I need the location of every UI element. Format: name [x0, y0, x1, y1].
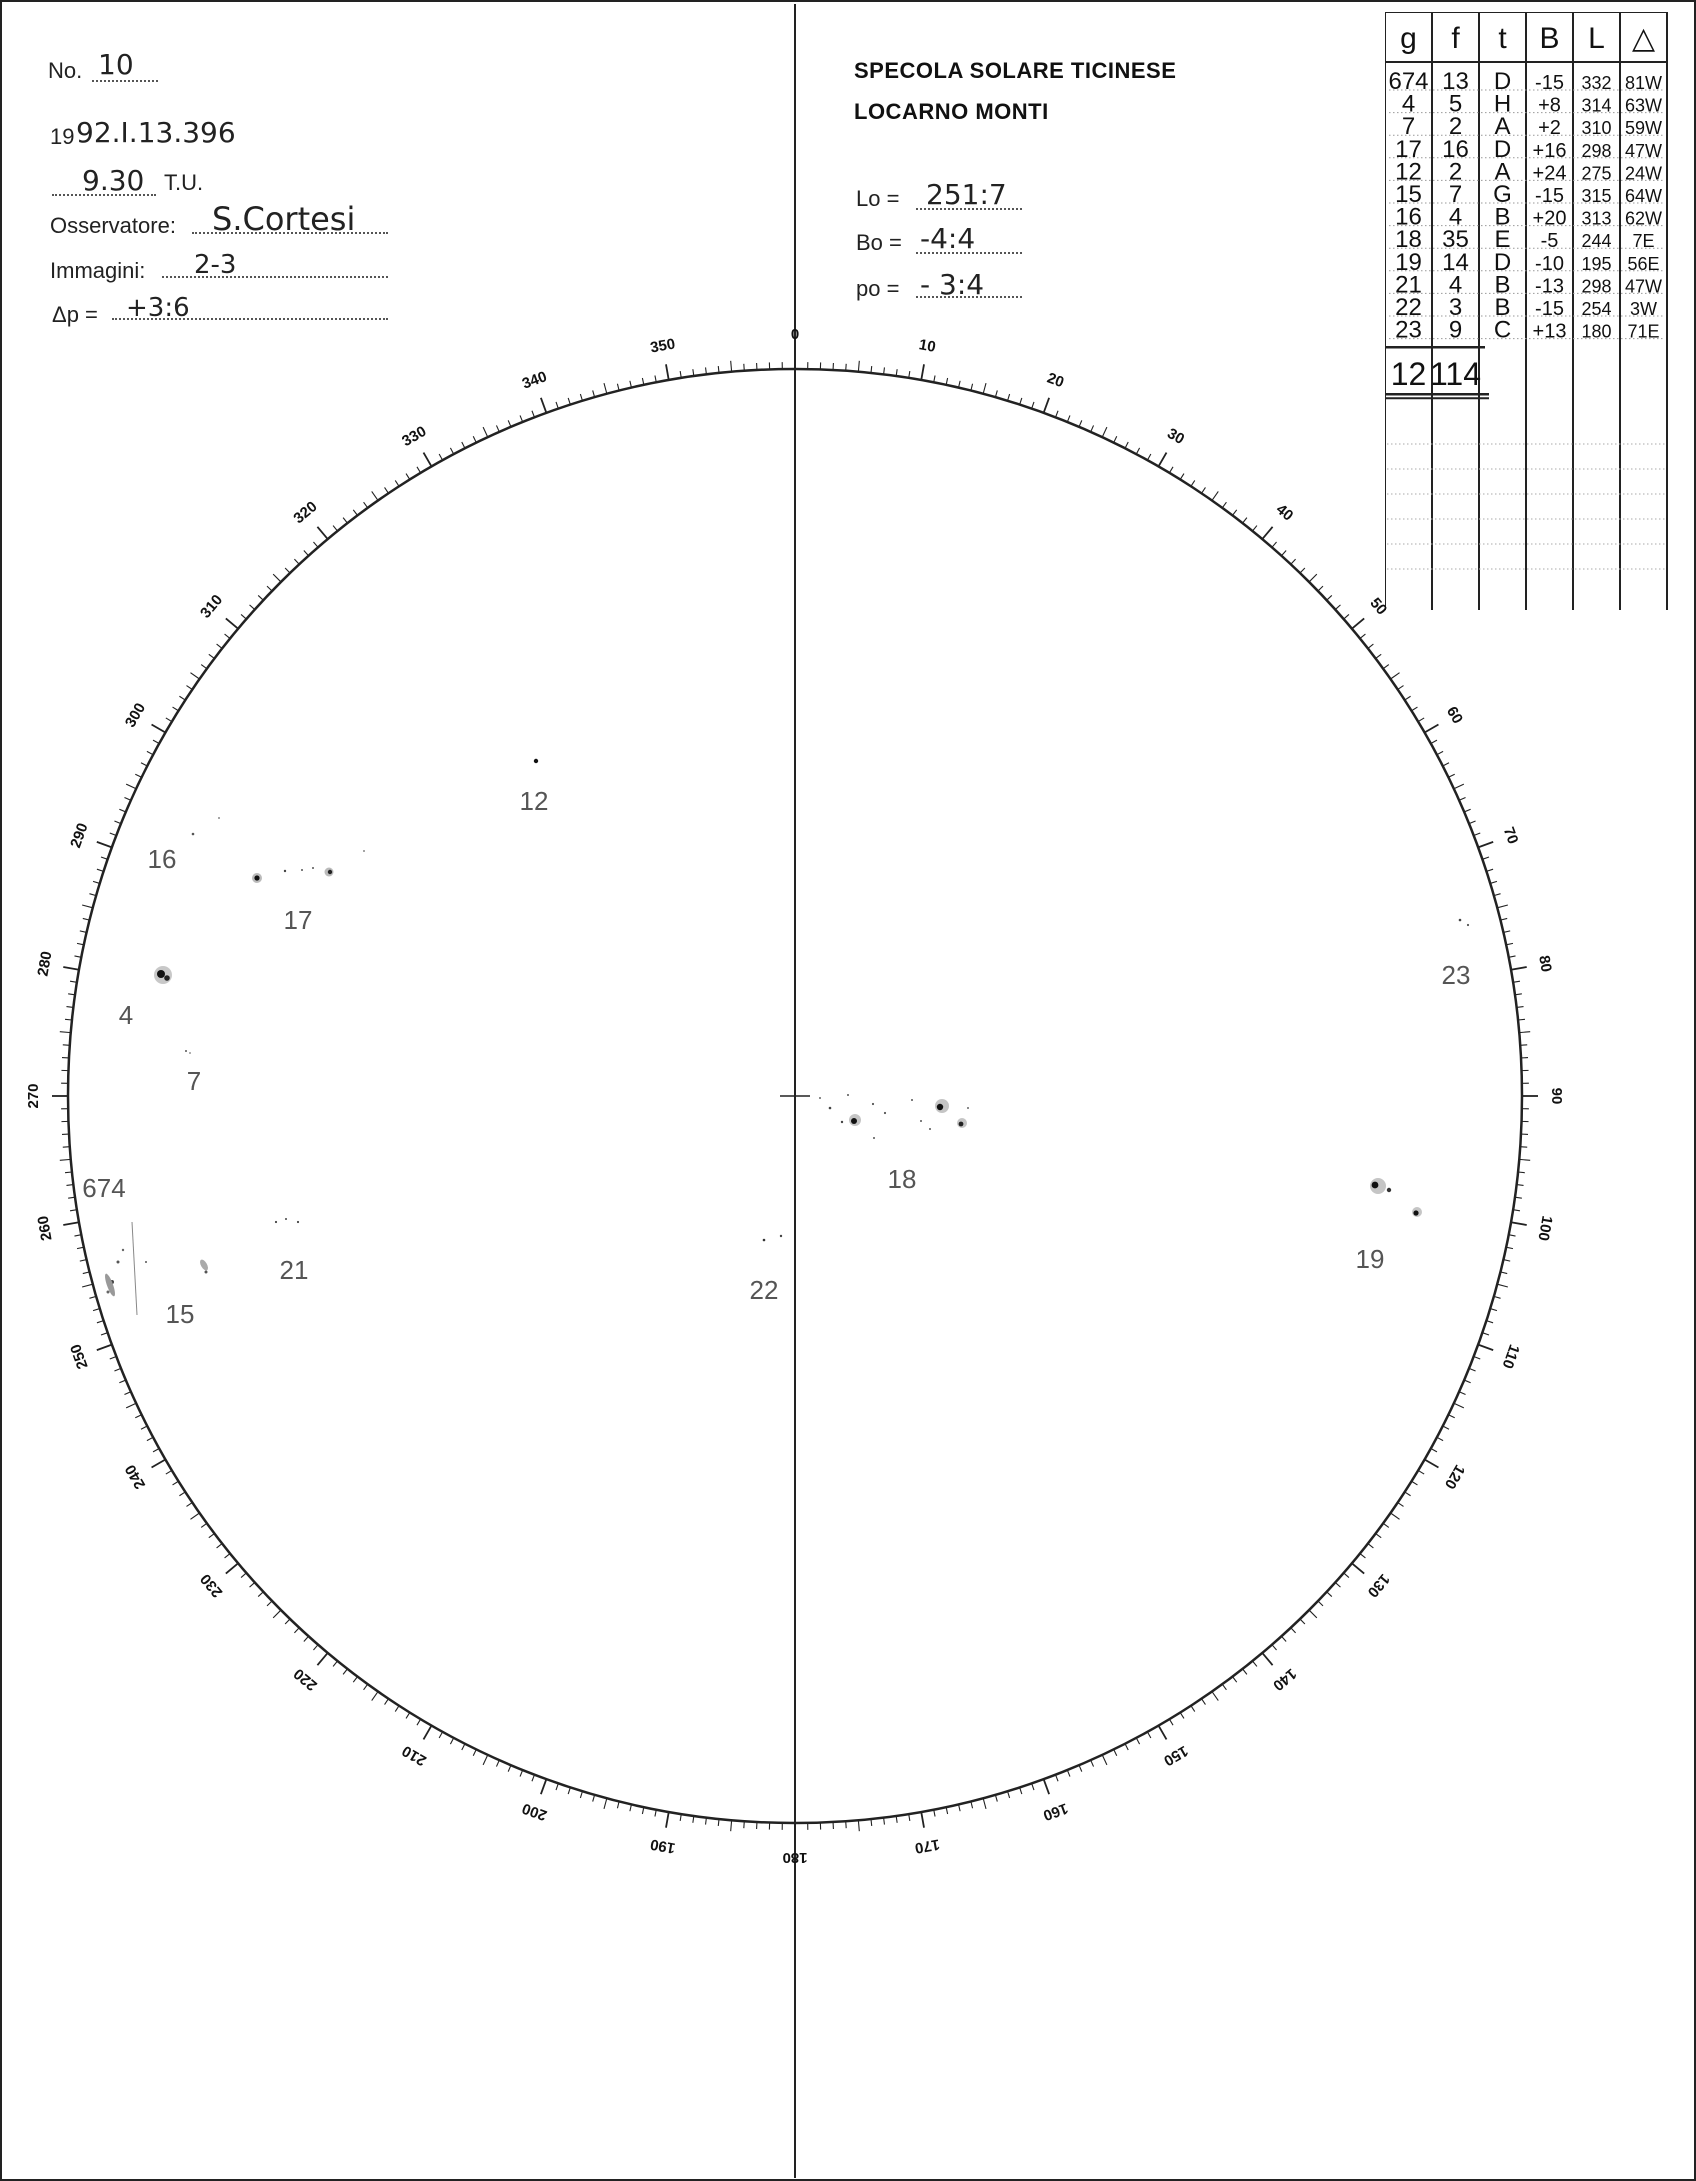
table-cell: 7	[1448, 181, 1463, 208]
degree-label-150: 150	[1160, 1741, 1191, 1770]
table-cell: 2	[1448, 158, 1463, 186]
degree-label-80: 80	[1535, 954, 1555, 974]
table-cell: 4	[1448, 203, 1463, 231]
table-cell: 63W	[1624, 95, 1663, 116]
table-cell: 298	[1581, 276, 1612, 297]
number-value: 10	[98, 48, 134, 81]
sunspot	[1467, 924, 1469, 926]
table-cell: 15	[1395, 181, 1422, 208]
table-cell: 47W	[1624, 276, 1663, 297]
table-cell: 310	[1581, 118, 1612, 139]
table-cell: 5	[1448, 90, 1463, 118]
table-header-0: g	[1400, 22, 1417, 55]
group-label-21: 21	[279, 1255, 309, 1285]
total-spots: 114	[1429, 356, 1482, 393]
degree-label-100: 100	[1534, 1214, 1556, 1243]
sunspot	[117, 1261, 120, 1264]
table-cell: 313	[1581, 208, 1612, 229]
sunspot	[198, 1258, 209, 1271]
table-cell: B	[1494, 294, 1511, 321]
sunspot-groups	[103, 759, 1469, 1315]
table-cell: 24W	[1624, 163, 1663, 184]
sunspot	[363, 850, 365, 852]
table-cell: H	[1493, 90, 1512, 118]
p0-value: - 3:4	[920, 268, 985, 301]
table-cell: 14	[1442, 248, 1469, 276]
sunspot	[189, 1052, 191, 1054]
number-label: No.	[48, 58, 83, 83]
group-label-16: 16	[147, 844, 177, 874]
degree-label-220: 220	[290, 1664, 321, 1694]
table-cell: B	[1494, 271, 1511, 299]
observatory-name: SPECOLA SOLARE TICINESE	[854, 58, 1177, 83]
sunspot	[192, 833, 195, 836]
table-cell: 332	[1581, 73, 1612, 93]
degree-label-260: 260	[34, 1214, 56, 1243]
table-cell: 56E	[1627, 253, 1660, 274]
table-cell: A	[1494, 158, 1511, 186]
degree-label-240: 240	[121, 1461, 150, 1492]
sunspot	[301, 869, 303, 871]
table-cell: +8	[1538, 94, 1561, 117]
degree-label-210: 210	[399, 1741, 430, 1770]
sunspot	[107, 1291, 110, 1294]
sunspot	[829, 1107, 832, 1110]
degree-label-310: 310	[197, 591, 227, 622]
table-cell: 7E	[1632, 231, 1655, 252]
table-cell: +24	[1532, 162, 1567, 185]
degree-label-180: 180	[782, 1849, 808, 1867]
table-cell: C	[1493, 316, 1512, 344]
B0-label: Bo =	[856, 230, 902, 255]
table-cell: 13	[1442, 68, 1469, 95]
table-cell: 18	[1395, 226, 1422, 254]
degree-label-70: 70	[1499, 824, 1522, 847]
degree-label-120: 120	[1440, 1461, 1469, 1492]
sunspot	[851, 1118, 857, 1124]
observatory-location: LOCARNO MONTI	[854, 99, 1049, 124]
table-cell: +13	[1532, 320, 1567, 343]
table-cell: 315	[1581, 186, 1612, 206]
degree-label-90: 90	[1548, 1087, 1566, 1105]
dp-label: Δp =	[52, 302, 98, 327]
sunspot	[873, 1137, 875, 1139]
table-cell: 19	[1395, 248, 1422, 276]
table-cell: D	[1493, 68, 1512, 95]
table-header-5: △	[1631, 22, 1656, 55]
date-prefix: 19	[50, 124, 75, 149]
group-label-22: 22	[749, 1275, 779, 1305]
sunspot	[122, 1249, 124, 1251]
table-cell: -13	[1535, 275, 1564, 298]
table-cell: -15	[1535, 298, 1564, 320]
table-cell: 12	[1395, 158, 1422, 186]
observer-value: S.Cortesi	[212, 200, 356, 238]
sunspot	[763, 1239, 766, 1242]
group-label-18: 18	[887, 1164, 917, 1194]
degree-label-340: 340	[519, 368, 550, 393]
sunspot	[819, 1097, 821, 1099]
table-cell: 16	[1395, 203, 1422, 231]
table-cell: 62W	[1624, 208, 1663, 229]
sunspot	[254, 875, 259, 880]
group-label-4: 4	[118, 1000, 134, 1030]
sunspot	[1387, 1188, 1391, 1192]
table-header-4: L	[1588, 22, 1605, 55]
center-cross	[780, 1081, 810, 1111]
degree-label-130: 130	[1363, 1570, 1393, 1601]
table-cell: 314	[1581, 95, 1612, 116]
table-cell: 35	[1442, 226, 1469, 254]
images-value: 2-3	[194, 250, 237, 280]
sunspot	[312, 867, 314, 869]
degree-label-230: 230	[197, 1570, 227, 1601]
sunspot	[285, 1218, 287, 1220]
group-label-12: 12	[519, 786, 549, 816]
degree-label-20: 20	[1044, 369, 1067, 392]
degree-label-270: 270	[24, 1083, 42, 1109]
table-cell: 254	[1581, 299, 1612, 319]
sunspot	[1372, 1182, 1379, 1189]
sunspot	[967, 1107, 969, 1109]
sunspot	[937, 1104, 943, 1110]
group-label-674: 674	[82, 1173, 126, 1203]
table-cell: -15	[1535, 185, 1564, 207]
sunspot	[218, 817, 220, 819]
table-cell: 2	[1448, 113, 1463, 141]
sunspot	[1413, 1210, 1418, 1215]
table-cell: 81W	[1624, 73, 1663, 93]
sunspot	[185, 1050, 187, 1052]
table-cell: 3	[1448, 294, 1463, 321]
sunspot	[847, 1094, 849, 1096]
sunspot	[297, 1221, 299, 1223]
sunspot	[145, 1261, 147, 1263]
degree-label-170: 170	[913, 1835, 942, 1857]
table-cell: 244	[1581, 231, 1612, 252]
degree-label-50: 50	[1366, 594, 1391, 619]
table-cell: D	[1493, 135, 1512, 163]
group-label-23: 23	[1441, 960, 1471, 990]
table-cell: D	[1493, 248, 1512, 276]
degree-label-60: 60	[1442, 703, 1467, 727]
observer-label: Osservatore:	[50, 213, 176, 238]
degree-label-250: 250	[67, 1341, 92, 1372]
table-cell: 71E	[1627, 321, 1660, 342]
table-cell: B	[1494, 203, 1511, 231]
table-cell: 674	[1388, 68, 1429, 95]
sunspot	[920, 1120, 922, 1122]
sunspot	[872, 1103, 874, 1105]
sunspot	[534, 759, 538, 763]
sunspot	[959, 1122, 964, 1127]
degree-label-0: 0	[790, 325, 800, 343]
degree-label-290: 290	[67, 820, 92, 851]
sunspot	[275, 1221, 277, 1223]
table-cell: A	[1494, 113, 1511, 141]
degree-label-300: 300	[121, 700, 150, 731]
group-label-7: 7	[186, 1066, 202, 1096]
table-cell: E	[1494, 226, 1511, 254]
degree-label-330: 330	[399, 422, 430, 451]
images-label: Immagini:	[50, 258, 146, 283]
total-groups: 12	[1390, 356, 1427, 393]
sunspot	[284, 870, 286, 872]
table-cell: -5	[1540, 230, 1559, 253]
table-cell: 21	[1395, 271, 1422, 299]
time-value: 9.30	[82, 164, 145, 197]
sunspot	[780, 1235, 782, 1237]
sunspot	[911, 1099, 913, 1101]
degree-label-320: 320	[290, 498, 321, 528]
table-cell: 3W	[1630, 299, 1657, 319]
table-cell: 298	[1581, 140, 1612, 161]
table-cell: 59W	[1624, 118, 1663, 139]
table-cell: 180	[1581, 321, 1612, 342]
degree-label-280: 280	[34, 949, 56, 978]
sunspot-facula-line	[132, 1222, 137, 1315]
sunspot	[328, 870, 332, 874]
table-cell: 275	[1581, 163, 1612, 184]
table-cell: 17	[1395, 135, 1422, 163]
degree-label-200: 200	[519, 1799, 550, 1824]
table-cell: -10	[1535, 252, 1564, 275]
table-cell: 4	[1448, 271, 1463, 299]
degree-label-160: 160	[1040, 1799, 1071, 1824]
degree-label-30: 30	[1164, 424, 1188, 449]
group-label-15: 15	[165, 1299, 195, 1329]
table-header-2: t	[1498, 22, 1507, 55]
p0-label: po =	[856, 276, 900, 301]
table-cell: 22	[1395, 294, 1422, 321]
B0-value: -4:4	[920, 222, 976, 255]
group-labels	[82, 786, 1470, 1329]
L0-label: Lo =	[856, 186, 900, 211]
table-cell: G	[1493, 181, 1512, 208]
degree-label-140: 140	[1269, 1664, 1300, 1694]
L0-value: 251:7	[926, 178, 1007, 211]
sunspot	[1459, 919, 1462, 922]
degree-label-350: 350	[648, 335, 677, 357]
table-header-1: f	[1451, 22, 1460, 55]
dp-value: +3:6	[126, 293, 190, 323]
sunspot	[841, 1121, 843, 1123]
degree-label-190: 190	[648, 1835, 677, 1857]
time-unit: T.U.	[164, 170, 204, 195]
degree-label-110: 110	[1498, 1342, 1523, 1371]
table-cell: 7	[1401, 113, 1416, 141]
sunspot	[157, 970, 165, 978]
group-label-17: 17	[283, 905, 313, 935]
table-cell: 4	[1401, 90, 1416, 118]
degree-label-10: 10	[917, 336, 937, 356]
sunspot	[103, 1273, 117, 1298]
table-cell: -15	[1535, 72, 1564, 94]
table-cell: 47W	[1624, 140, 1663, 161]
table-header-3: B	[1539, 22, 1560, 55]
sunspot	[929, 1128, 931, 1130]
table-cell: +2	[1538, 117, 1561, 140]
table-cell: 9	[1448, 316, 1463, 344]
table-cell: +20	[1532, 207, 1567, 230]
sunspot	[205, 1271, 208, 1274]
table-cell: 64W	[1624, 186, 1663, 206]
sunspot	[884, 1112, 886, 1114]
degree-label-40: 40	[1272, 500, 1297, 525]
table-cell: +16	[1532, 139, 1567, 162]
table-cell: 23	[1395, 316, 1422, 344]
table-cell: 195	[1581, 253, 1612, 274]
group-label-19: 19	[1355, 1244, 1385, 1274]
table-cell: 16	[1442, 135, 1469, 163]
sunspot	[164, 975, 170, 981]
date-value: 92.I.13.396	[76, 116, 236, 149]
